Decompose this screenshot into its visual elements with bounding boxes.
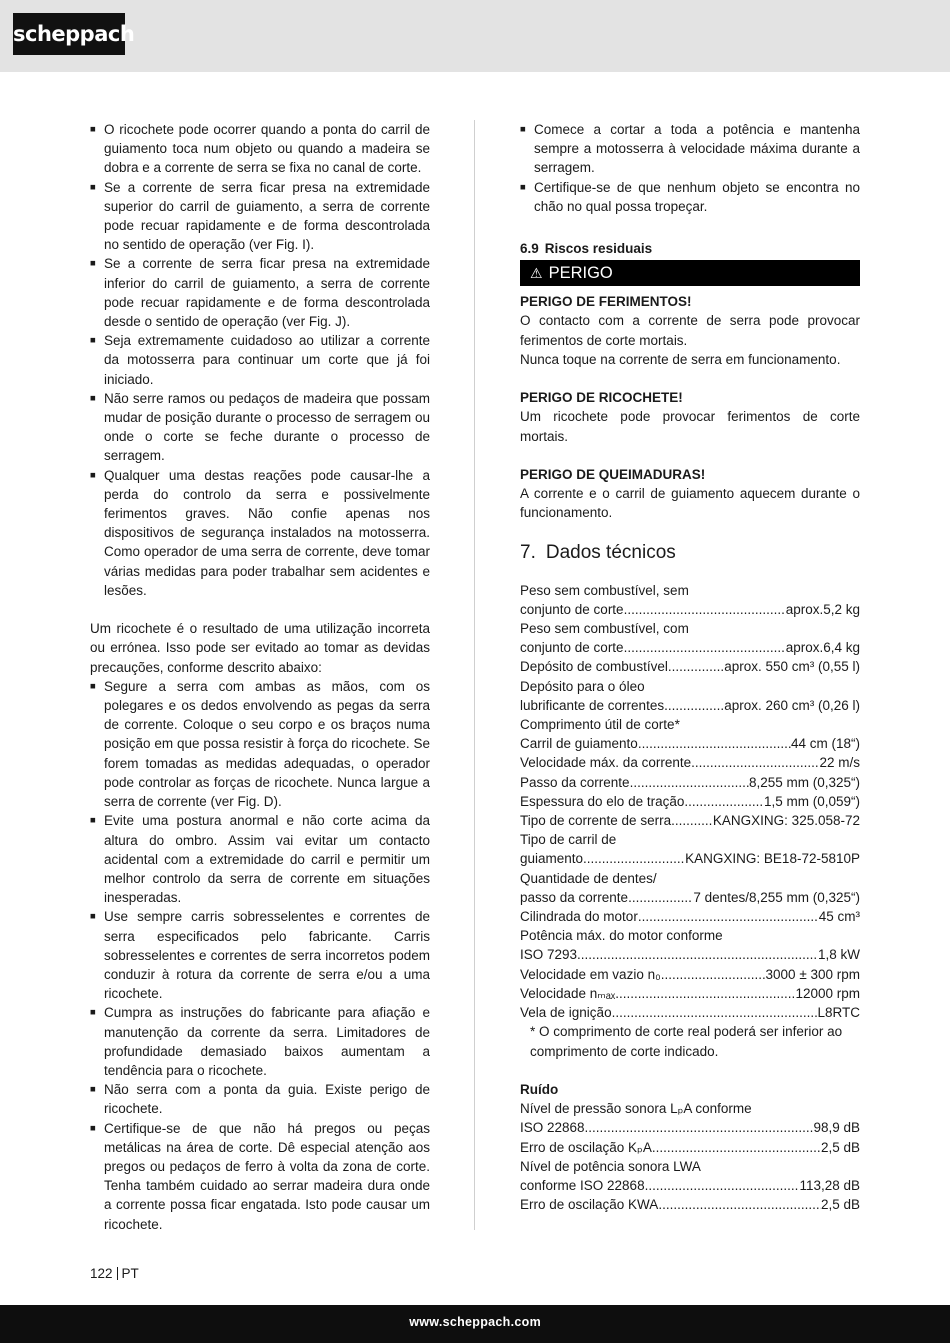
bullet-item: ■ Se a corrente de serra ficar presa na extremidade superior do carril de guiamento, a serra de corrente pode recuar rapidamente e de forma descontrolada no sentido de operação (ver Fig. I).: [90, 178, 430, 255]
warning-bar: [520, 260, 860, 286]
spec-label: Vela de ignição: [520, 1005, 612, 1021]
spec-row: [520, 907, 860, 926]
spec-label: Espessura do elo de tração: [520, 793, 685, 809]
spec-value: L8RTC: [817, 1005, 860, 1021]
spec-value: 1,5 mm (0,059“): [763, 793, 860, 809]
spec-label: Nível de potência sonora LWA: [520, 1158, 701, 1174]
kickback-paragraph: Um ricochete é o resultado de uma utilização incorreta ou errónea. Isso pode ser evitado ao tomar as devidas precauções, conforme descrito abaixo:: [90, 621, 430, 675]
hazard-list: [520, 292, 860, 522]
dot-leader: [661, 965, 766, 984]
hazard-text: Um ricochete pode provocar ferimentos de corte mortais.: [520, 409, 860, 444]
page-header: [0, 0, 950, 72]
bullet-item: ■ Use sempre carris sobresselentes e correntes de serra especificados pelo fabricante. Carris sobresselentes e correntes de serra incorretos podem conduzir à rotura da corrente de serra e/ou a uma ricochete.: [90, 907, 430, 1003]
dot-leader: [577, 945, 818, 964]
spec-row: [520, 849, 860, 868]
bullet-item: ■ O ricochete pode ocorrer quando a ponta do carril de guiamento toca num objeto ou quando a madeira se dobra e a corrente de serra se fixa no canal de corte.: [90, 120, 430, 178]
bullet-item: ■ Não serra com a ponta da guia. Existe perigo de ricochete.: [90, 1080, 430, 1118]
bullet-item: ■ Não serre ramos ou pedaços de madeira que possam mudar de posição durante o processo de serragem ou onde o corte se feche durante o processo de serragem.: [90, 389, 430, 466]
spec-label: Depósito de combustível: [520, 659, 668, 675]
spec-table: [520, 581, 860, 1023]
spec-row: [520, 1118, 860, 1137]
bullet-item: ■ Cumpra as instruções do fabricante para afiação e manutenção da corrente da serra. Limitadores de profundidade demasiado baixos aumentam a tendência para o ricochete.: [90, 1003, 430, 1080]
spec-value: aprox. 260 cm³ (0,26 l): [724, 697, 860, 713]
spec-value: 45 cm³: [818, 909, 860, 925]
section-6-9-heading: [520, 239, 860, 258]
spec-label: Tipo de carril de: [520, 832, 617, 848]
bullet-item: ■ Comece a cortar a toda a potência e mantenha sempre a motosserra à velocidade máxima durante a serragem.: [520, 120, 860, 178]
dot-leader: [684, 792, 764, 811]
dot-leader: [630, 773, 749, 792]
dot-leader: [615, 984, 795, 1003]
spec-row: [520, 965, 860, 984]
spec-label: Carril de guiamento: [520, 736, 638, 752]
spec-label: Peso sem combustível, com: [520, 621, 689, 637]
noise-table: [520, 1099, 860, 1214]
spec-value: aprox. 550 cm³ (0,55 l): [724, 659, 860, 675]
spec-value: 1,8 kW: [817, 947, 860, 963]
spec-value: 44 cm (18“): [790, 736, 860, 752]
spec-row: [520, 1176, 860, 1195]
warning-label: PERIGO: [548, 264, 613, 283]
spec-label: guiamento: [520, 851, 584, 867]
dot-leader: [628, 888, 693, 907]
section-title: Dados técnicos: [545, 541, 676, 563]
dot-leader: [612, 1003, 818, 1022]
spec-value: 8,255 mm (0,325“): [748, 774, 860, 790]
dot-leader: [668, 657, 724, 676]
dot-leader: [658, 1195, 821, 1214]
dot-leader: [583, 849, 685, 868]
hazard-text: O contacto com a corrente de serra pode provocar ferimentos de corte mortais.: [520, 313, 860, 348]
spec-row: [520, 753, 860, 772]
noise-heading: Ruído: [520, 1081, 559, 1097]
spec-value: 2,5 dB: [820, 1197, 860, 1213]
spec-label: Erro de oscilação KWA: [520, 1197, 659, 1213]
spec-row: [520, 696, 860, 715]
spec-value: 3000 ± 300 rpm: [765, 966, 860, 982]
spec-value: 12000 rpm: [795, 985, 860, 1001]
spec-label: Depósito para o óleo: [520, 678, 645, 694]
warning-triangle-icon: ⚠: [530, 265, 543, 282]
spec-label: Velocidade em vazio n₀: [520, 966, 661, 982]
bullet-item: ■ Segure a serra com ambas as mãos, com os polegares e os dedos envolvendo as pegas da serra de corrente. Coloque o seu corpo e os braços numa posição em que possa resistir à força do ricochete. Se forem tomadas as medidas adequadas, o operador pode controlar as forças de ricochete. Nunca largue a serra de corrente (ver Fig. D).: [90, 677, 430, 811]
bullet-item: ■ Certifique-se de que não há pregos ou peças metálicas na área de corte. Dê especial atenção aos pregos ou pedaços de ferro à volta da zona de corte. Tenha também cuidado ao serrar madeira dura onde a corrente possa ficar engatada. Isto pode causar um ricochete.: [90, 1119, 430, 1234]
spec-value: aprox.6,4 kg: [785, 640, 860, 656]
dot-leader: [585, 1118, 814, 1137]
spec-label: Comprimento útil de corte*: [520, 717, 680, 733]
dot-leader: [638, 907, 819, 926]
spec-label: passo da corrente: [520, 889, 629, 905]
dot-leader: [624, 600, 786, 619]
spec-label: conforme ISO 22868: [520, 1177, 645, 1193]
spec-label: lubrificante de correntes: [520, 697, 665, 713]
section-title: Riscos residuais: [544, 241, 653, 257]
bullet-item: ■ Qualquer uma destas reações pode causar-lhe a perda do controlo da serra e possivelmente ferimentos graves. Não confie apenas nos dispositivos de segurança instalados na motosserra. Como operador de uma serra de corrente, deve tomar várias medidas para poder trabalhar sem acidentes e lesões.: [90, 466, 430, 600]
dot-leader: [645, 1176, 800, 1195]
spec-label: Potência máx. do motor conforme: [520, 928, 723, 944]
dot-leader: [664, 696, 724, 715]
spec-row: [520, 811, 860, 830]
dot-leader: [652, 1138, 821, 1157]
spec-row: [520, 888, 860, 907]
spec-label: Velocidade nₘₐₓ: [520, 985, 616, 1001]
spec-label: Tipo de corrente de serra: [520, 813, 672, 829]
spec-row: [520, 638, 860, 657]
spec-value: 113,28 dB: [799, 1177, 860, 1193]
spec-value: aprox.5,2 kg: [785, 601, 860, 617]
bullet-item: ■ Certifique-se de que nenhum objeto se encontra no chão no qual possa tropeçar.: [520, 178, 860, 216]
spec-value: KANGXING: BE18-72-5810P: [685, 851, 860, 867]
spec-value: 7 dentes/8,255 mm (0,325“): [693, 889, 860, 905]
hazard-text: Nunca toque na corrente de serra em funcionamento.: [520, 351, 841, 367]
spec-label: Erro de oscilação KₚA: [520, 1139, 652, 1155]
left-column: [90, 120, 430, 1234]
dot-leader: [624, 638, 786, 657]
spec-label: conjunto de corte: [520, 640, 624, 656]
spec-row: [520, 600, 860, 619]
dot-leader: [691, 753, 819, 772]
spec-row: [520, 657, 860, 676]
spec-label: ISO 7293: [520, 947, 578, 963]
scheppach-logo: scheppach: [13, 13, 125, 55]
right-column: [520, 120, 860, 1214]
spec-label: conjunto de corte: [520, 601, 624, 617]
spec-value: 22 m/s: [819, 755, 860, 771]
hazard-text: A corrente e o carril de guiamento aquecem durante o funcionamento.: [520, 486, 860, 521]
section-7-heading: [520, 542, 860, 564]
spec-label: Cilindrada do motor: [520, 909, 638, 925]
spec-label: Velocidade máx. da corrente: [520, 755, 692, 771]
bullet-item: ■ Seja extremamente cuidadoso ao utilizar a corrente da motosserra para continuar um corte que já foi iniciado.: [90, 331, 430, 389]
spec-value: 2,5 dB: [820, 1139, 860, 1155]
spec-row: [520, 773, 860, 792]
spec-label: Passo da corrente: [520, 774, 630, 790]
footnote: * O comprimento de corte real poderá ser inferior ao comprimento de corte indicado.: [530, 1024, 843, 1059]
spec-row: [520, 792, 860, 811]
hazard-title: PERIGO DE FERIMENTOS!: [520, 294, 692, 310]
dot-leader: [671, 811, 713, 830]
spec-row: [520, 1003, 860, 1022]
spec-row: [520, 734, 860, 753]
dot-leader: [638, 734, 791, 753]
spec-label: ISO 22868: [520, 1120, 585, 1136]
section-number: 7.: [520, 541, 536, 563]
section-number: 6.9: [520, 241, 539, 257]
website-link[interactable]: www.scheppach.com: [409, 1315, 541, 1329]
spec-row: [520, 1138, 860, 1157]
kickback-bullets: [90, 120, 430, 600]
spec-row: [520, 984, 860, 1003]
spec-row: [520, 1195, 860, 1214]
spec-label: Nível de pressão sonora LₚA conforme: [520, 1101, 752, 1117]
spec-value: 98,9 dB: [813, 1120, 860, 1136]
page-footer: [0, 1305, 950, 1343]
bullet-item: ■ Evite uma postura anormal e não corte acima da altura do ombro. Assim vai evitar um contacto acidental com a extremidade do carril e permitir um melhor controlo da serra de corrente em situações inesperadas.: [90, 811, 430, 907]
hazard-title: PERIGO DE QUEIMADURAS!: [520, 467, 706, 483]
spec-label: Quantidade de dentes/: [520, 870, 657, 886]
cutting-bullets: [520, 120, 860, 216]
page-number: 122 PT: [90, 1266, 139, 1281]
bullet-item: ■ Se a corrente de serra ficar presa na extremidade inferior do carril de guiamento, a serra de corrente pode recuar rapidamente e de forma descontrolada desde o sentido de operação (ver Fig. J).: [90, 254, 430, 331]
column-divider: [474, 120, 475, 1230]
spec-value: KANGXING: 325.058-72: [712, 813, 860, 829]
precaution-bullets: [90, 677, 430, 1234]
hazard-title: PERIGO DE RICOCHETE!: [520, 390, 683, 406]
spec-label: Peso sem combustível, sem: [520, 582, 689, 598]
spec-row: [520, 945, 860, 964]
